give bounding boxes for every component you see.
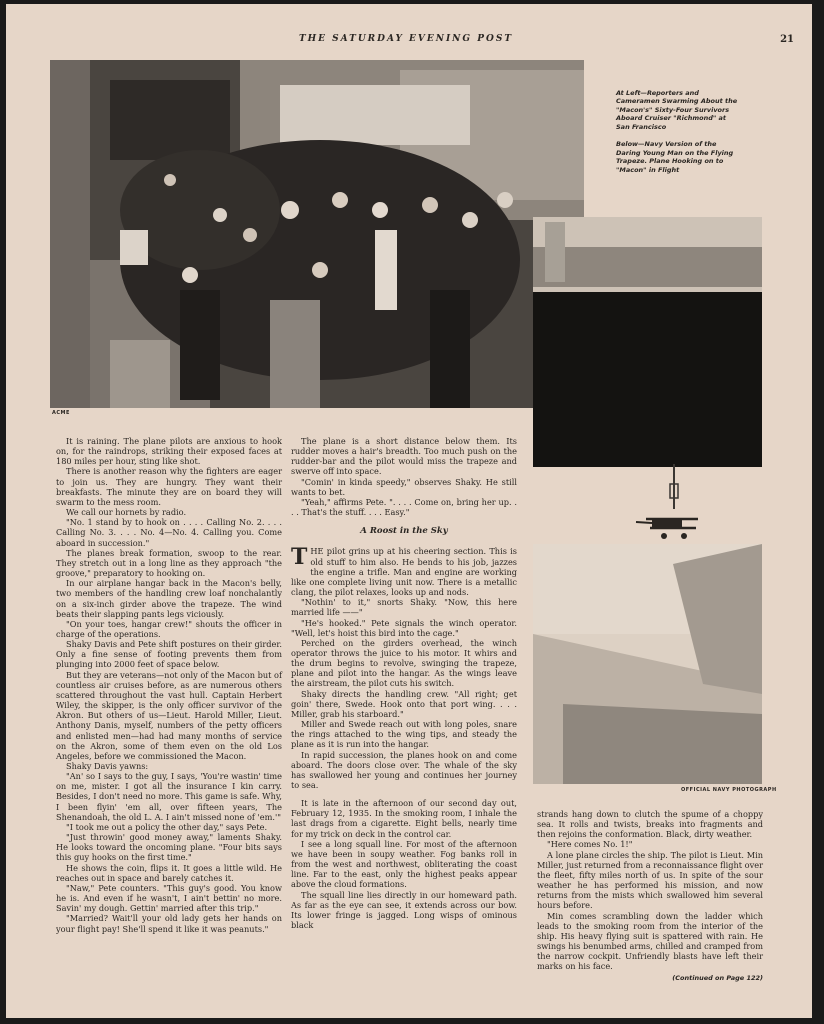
paragraph: Min comes scrambling down the ladder which leads to the smoking room from the interior of the ship. His heavy flying suit is spattered with rain. He swings his benumbed arms, chilled and cramped from the narrow cockpit. Unfriendly blasts have left their marks on his face. [537, 910, 763, 972]
paragraph: A lone plane circles the ship. The pilot is Lieut. Min Miller, just returned from a reconnaissance flight over the fleet, fifty miles north of us. In spite of the sour weather he has performed his mission, and now returns from the mists which swallowed him several hours before. [537, 849, 763, 911]
paragraph: "Just throwin' good money away," laments Shaky. He looks toward the oncoming plane. "Four bits says this guy hooks on the first time." [56, 832, 282, 863]
paragraph: "An' so I says to the guy, I says, 'You're wastin' time on me, mister. I got all the insurance I kin carry. Besides, I don't need no more. This game is safe. Why, I been flyin' 'em all, over fifteen years, The Shenandoah, the old L. A. I ain't missed none of 'em.'" [56, 771, 282, 822]
paragraph: "Here comes No. 1!" [547, 839, 633, 850]
paragraph: We call our hornets by radio. [66, 507, 187, 518]
paragraph: There is another reason why the fighters are eager to join us. They are hungry. They want their breakfasts. The minute they are on board they will swarm to the mess room. [56, 466, 282, 507]
paragraph: "Comin' in kinda speedy," observes Shaky. He still wants to bet. [291, 476, 517, 497]
running-header: THE SATURDAY EVENING POST [298, 34, 514, 44]
paragraph: strands hang down to clutch the spume of a choppy sea. It rolls and twists, breaks into fragments and then rejoins the conformation. Black, dirty weather. [537, 809, 763, 840]
paragraph: In rapid succession, the planes hook on and come aboard. The doors close over. The whale of the sky has swallowed her young and continues her journey to sea. [291, 749, 517, 790]
paragraph-text: HE pilot grins up at his cheering section. This is old stuff to him also. He bends to his job, jazzes the engine a trifle. Man and engine are working like one complete living unit now. There is a metallic clang, the pilot relaxes, looks up and nods. [291, 546, 517, 598]
paragraph: "Naw," Pete counters. "This guy's good. You know he is. And even if he wasn't, I ain't bettin' no more. Savin' my dough. Gettin' married after this trip." [56, 882, 282, 914]
photo-credit-acme: ACME [52, 410, 70, 416]
photo-credit-navy: OFFICIAL NAVY PHOTOGRAPH [681, 787, 777, 793]
article-column-1 [56, 436, 282, 934]
crowd-photo [50, 60, 584, 408]
article-column-3 [537, 809, 763, 983]
paragraph: The planes break formation, swoop to the rear. They stretch out in a long line as they approach "the groove," preparatory to hooking on. [56, 547, 282, 579]
airship-photo [533, 217, 762, 467]
page-number: 21 [780, 34, 794, 45]
airship-photo-image [533, 217, 762, 467]
paragraph: "He's hooked." Pete signals the winch operator. "Well, let's hoist this bird into the cage." [291, 617, 517, 638]
continued-line [537, 972, 763, 983]
paragraph: "On your toes, hangar crew!" shouts the officer in charge of the operations. [56, 618, 282, 639]
caption-below: Below—Navy Version of the Daring Young Man on the Flying Trapeze. Plane Hooking on to "Macon" in Flight [616, 140, 734, 174]
paragraph: The squall line lies directly in our homeward path. As far as the eye can see, it extends across our bow. Its lower fringe is jagged. Long wisps of ominous black [291, 889, 517, 931]
paragraph: "Yeah," affirms Pete. ". . . . Come on, bring her up. . . . That's the stuff. . . . Easy." [291, 496, 517, 518]
paragraph: Shaky Davis yawns: [66, 761, 149, 771]
section-subhead: A Roost in the Sky [360, 526, 448, 537]
paragraph: He shows the coin, flips it. It goes a little wild. He reaches out in space and barely catches it. [56, 862, 282, 883]
paragraph: The plane is a short distance below them. Its rudder moves a hair's breadth. Too much push on the rudder-bar and the pilot would miss the trapeze and swerve off into space. [291, 436, 517, 477]
paragraph: In our airplane hangar back in the Macon's belly, two members of the handling crew loaf nonchalantly on a six-inch girder above the trapeze. The wind beats their slapping pants legs viciously. [56, 578, 282, 619]
paragraph: It is late in the afternoon of our second day out, February 12, 1935. In the smoking room, I inhale the last drags from a cigarette. Eight bells, nearly time for my trick on deck in the control car. [291, 798, 517, 839]
article-column-2 [291, 436, 517, 930]
paragraph: Perched on the girders overhead, the winch operator throws the juice to his motor. It whirs and the drum begins to revolve, swinging the trapeze, plane and pilot into the hangar. As the wings leave the airstream, the pilot cuts his switch. [291, 637, 517, 689]
hooked-biplane-icon [626, 464, 706, 549]
paragraph: "Nothin' to it," snorts Shaky. "Now, this here married life ——" [291, 597, 517, 618]
paragraph: "I took me out a policy the other day," says Pete. [66, 821, 268, 832]
paragraph: But they are veterans—not only of the Macon but of countless air cruises before, as are numerous others scattered throughout the vast hull. Captain Herbert Wiley, the skipper, is the only officer survivor of the Akron. But others of us—Lieut. Harold Miller, Lieut. Anthony Danis, myself, numbers of the petty officers and enlisted men—had had many months of service on the Akron, some of them even on the old Los Angeles, before we commissioned the Macon. [56, 669, 282, 761]
paragraph-dropcap [291, 546, 517, 597]
sea-photo-image [533, 544, 762, 784]
paragraph: It is raining. The plane pilots are anxious to hook on, for the raindrops, striking their exposed faces at 180 miles per hour, sting like shot. [56, 436, 282, 467]
paragraph: Miller and Swede reach out with long poles, snare the rings attached to the wing tips, and steady the plane as it is run into the hangar. [291, 719, 517, 750]
caption-left: At Left—Reporters and Cameramen Swarming About the "Macon's" Sixty-Four Survivors Aboard Cruiser "Richmond" at San Francisco [616, 89, 738, 131]
sea-photo [533, 544, 762, 784]
continued-note: (Continued on Page 122) [672, 973, 763, 982]
magazine-page [6, 4, 812, 1018]
paragraph: Shaky directs the handling crew. "All right; get goin' there, Swede. Hook onto that port wing. . . . Miller, grab his starboard." [291, 688, 517, 719]
paragraph: "No. 1 stand by to hook on . . . . Calling No. 2. . . . Calling No. 3. . . . No. 4—No. 4. Calling you. Come aboard in succession." [56, 517, 282, 548]
paragraph: "Married? Wait'll your old lady gets her hands on your flight pay! She'll spend it like it was peanuts." [56, 913, 282, 934]
photo-captions [616, 89, 741, 183]
crowd-photo-image [50, 60, 584, 408]
paragraph: Shaky Davis and Pete shift postures on their girder. Only a fine sense of footing prevents them from plunging into 2000 feet of space below. [56, 639, 282, 670]
paragraph: I see a long squall line. For most of the afternoon we have been in soupy weather. Fog banks roll in from the west and northwest, obliterating the coast line. Far to the east, only the highest peaks appear above the cloud formations. [291, 838, 517, 890]
drop-cap: T [291, 544, 308, 571]
